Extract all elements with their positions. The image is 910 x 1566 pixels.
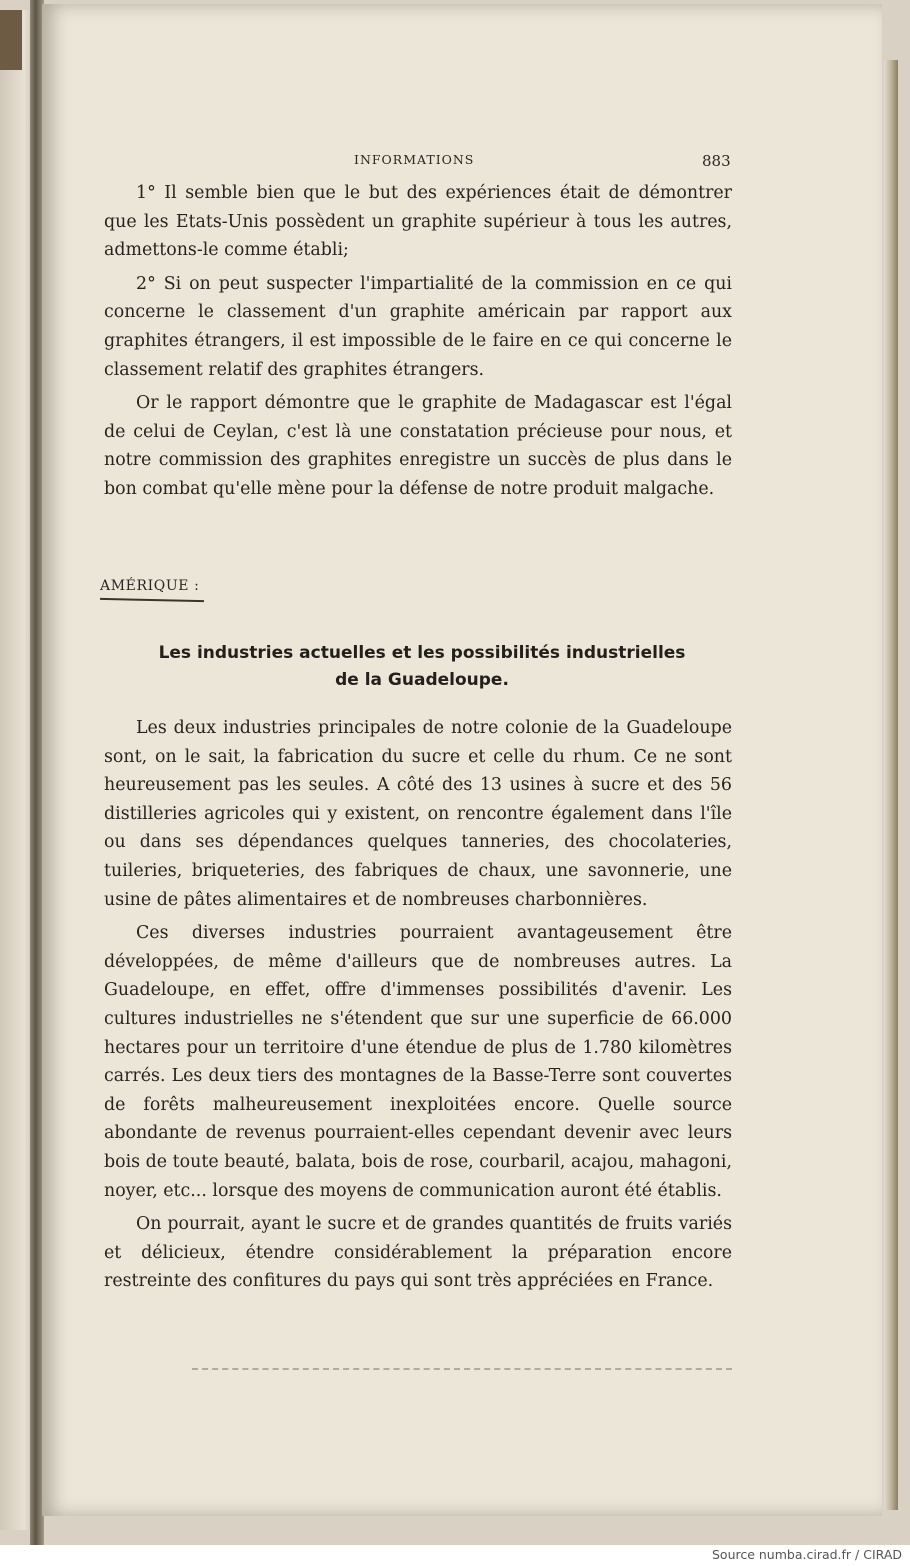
paragraph: Ces diverses industries pourraient avantageusement être développées, de même d'ailleurs que de nombreuses autres. La Guadeloupe, en effet, offre d'immenses possibilités d'avenir. Les cultures industrielles ne s'étendent que sur une superficie de 66.000 hectares pour un territoire d'une étendue de plus de 1.780 kilomètres carrés. Les deux tiers des montagnes de la Basse-Terre sont couvertes de forêts malheureusement inexploitées encore. Quelle source abondante de revenus pourraient-elles cependant devenir avec leurs bois de toute beauté, balata, bois de rose, courbaril, acajou, mahagoni, noyer, etc... lorsque des moyens de communication auront été établis. [104,923,732,1201]
section-underline [100,598,204,602]
source-credit: Source numba.cirad.fr / CIRAD [711,1547,902,1562]
article-body [104,714,732,1301]
paragraph: 1° Il semble bien que le but des expériences était de démontrer que les Etats-Unis possèdent un graphite supérieur à tous les autres, admettons-le comme établi; [104,183,732,261]
article-title-line-1: Les industries actuelles et les possibilités industrielles [158,643,686,663]
article-title-line-2: de la Guadeloupe. [335,670,509,690]
page-number: 883 [702,152,731,170]
page-bottom-rule [192,1368,732,1370]
article-title [102,640,742,694]
paragraph: 2° Si on peut suspecter l'impartialité de la commission en ce qui concerne le classement d'un graphite américain par rapport aux graphites étrangers, il est impossible de le faire en ce qui concerne le classement relatif des graphites étrangers. [104,273,732,380]
page-stack-edge [884,60,898,1510]
book-page [42,4,882,1516]
paragraph: On pourrait, ayant le sucre et de grandes quantités de fruits variés et délicieux, étendre considérablement la préparation encore restreinte des confitures du pays qui sont très appréciées en France. [104,1214,732,1292]
running-title: INFORMATIONS [354,152,475,167]
book-cover-corner [0,10,22,70]
paragraph: Les deux industries principales de notre colonie de la Guadeloupe sont, on le sait, la fabrication du sucre et celle du rhum. Ce ne sont heureusement pas les seules. A côté des 13 usines à sucre et des 56 distilleries agricoles qui y existent, on rencontre également dans l'île ou dans ses dépendances quelques tanneries, des chocolateries, tuileries, briqueteries, des fabriques de chaux, une savonnerie, une usine de pâtes alimentaires et de nombreuses charbonnières. [104,718,732,910]
intro-paragraphs [104,179,732,509]
paragraph: Or le rapport démontre que le graphite de Madagascar est l'égal de celui de Ceylan, c'est là une constatation précieuse pour nous, et notre commission des graphites enregistre un succès de plus dans le bon combat qu'elle mène pour la défense de notre produit malgache. [104,393,732,499]
section-label: AMÉRIQUE : [100,578,200,594]
